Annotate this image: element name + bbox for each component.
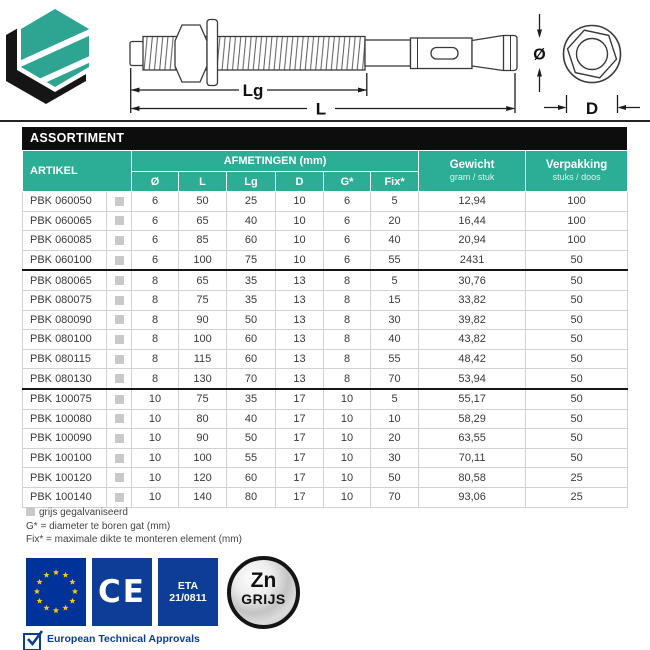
table-row [23,270,628,290]
g-cell: 10 [324,429,371,449]
g-cell: 8 [324,330,371,350]
grey-galvanised-swatch [115,315,124,324]
verpakking-cell: 50 [526,429,628,449]
g-cell: 6 [324,192,371,212]
finish-cell [107,231,132,251]
diameter-cell: 8 [132,369,179,389]
d-cell: 17 [276,389,324,409]
grey-galvanised-swatch [115,236,124,245]
d-cell: 13 [276,349,324,369]
d-cell: 17 [276,487,324,507]
eta-badge: ETA 21/0811 [158,558,218,626]
g-cell: 8 [324,310,371,330]
grey-galvanised-swatch [115,256,124,265]
lg-cell: 35 [227,290,276,310]
fix-cell: 70 [371,487,419,507]
table-row [23,250,628,270]
grey-galvanised-swatch [115,493,124,502]
artikel-cell: PBK 060065 [23,211,107,231]
lg-cell: 75 [227,250,276,270]
gewicht-cell: 93,06 [419,487,526,507]
gewicht-cell: 20,94 [419,231,526,251]
table-row [23,448,628,468]
grey-galvanised-swatch [115,473,124,482]
l-cell: 100 [179,250,227,270]
verpakking-cell: 50 [526,330,628,350]
l-cell: 115 [179,349,227,369]
grey-galvanised-swatch [115,276,124,285]
dim-label-diameter: Ø [533,46,546,64]
grey-galvanised-swatch [115,434,124,443]
table-row [23,369,628,389]
table-row [23,192,628,212]
fix-cell: 30 [371,448,419,468]
bolt-nut [175,25,207,82]
lg-cell: 40 [227,409,276,429]
bolt-tip [130,42,144,66]
sleeve-slot [431,48,458,60]
verpakking-cell: 50 [526,369,628,389]
assortiment-table [22,150,628,508]
diameter-cell: 8 [132,270,179,290]
l-cell: 80 [179,409,227,429]
g-cell: 10 [324,487,371,507]
dim-label-d: D [585,99,599,118]
verpakking-cell: 25 [526,487,628,507]
lg-cell: 35 [227,270,276,290]
grey-galvanised-swatch [115,296,124,305]
gewicht-cell: 80,58 [419,468,526,488]
diameter-cell: 6 [132,250,179,270]
verpakking-label: Verpakking [545,159,608,171]
ce-mark-icon: CE [92,558,152,626]
subcol-d: D [276,172,324,192]
grey-galvanised-swatch [115,355,124,364]
artikel-cell: PBK 080075 [23,290,107,310]
gewicht-cell: 39,82 [419,310,526,330]
lg-cell: 50 [227,429,276,449]
verpakking-cell: 50 [526,448,628,468]
gewicht-cell: 53,94 [419,369,526,389]
checkmark-icon [25,628,45,648]
verpakking-cell: 25 [526,468,628,488]
finish-cell [107,429,132,449]
diameter-cell: 10 [132,429,179,449]
lg-cell: 70 [227,369,276,389]
g-cell: 8 [324,290,371,310]
verpakking-cell: 50 [526,270,628,290]
gewicht-label: Gewicht [449,159,495,171]
fix-cell: 40 [371,231,419,251]
verpakking-cell: 100 [526,231,628,251]
artikel-cell: PBK 100075 [23,389,107,409]
grey-galvanised-swatch [115,335,124,344]
d-cell: 17 [276,468,324,488]
artikel-cell: PBK 100080 [23,409,107,429]
lg-cell: 40 [227,211,276,231]
l-cell: 100 [179,330,227,350]
finish-cell [107,409,132,429]
footnote-fix: Fix* = maximale dikte te monteren element (mm) [26,534,242,545]
l-cell: 65 [179,270,227,290]
gewicht-cell: 16,44 [419,211,526,231]
table-row [23,468,628,488]
table-row [23,290,628,310]
finish-cell [107,250,132,270]
artikel-cell: PBK 100100 [23,448,107,468]
g-cell: 10 [324,389,371,409]
artikel-cell: PBK 080100 [23,330,107,350]
lg-cell: 60 [227,349,276,369]
g-cell: 8 [324,270,371,290]
subcol-lg: Lg [227,172,276,192]
grey-galvanised-swatch [115,216,124,225]
bolt-washer [207,20,218,86]
diameter-cell: 6 [132,211,179,231]
lg-cell: 50 [227,310,276,330]
footnote-legend-text: grijs gegalvaniseerd [39,507,128,518]
footnote-g: G* = diameter te boren gat (mm) [26,520,171,532]
section-divider [0,120,650,122]
zinc-colour-label: GRIJS [241,591,286,607]
fix-cell: 5 [371,389,419,409]
fix-cell: 40 [371,330,419,350]
diameter-cell: 8 [132,310,179,330]
gewicht-cell: 33,82 [419,290,526,310]
diameter-cell: 10 [132,487,179,507]
bolt-end-view [564,26,621,83]
grey-galvanised-swatch [115,197,124,206]
gewicht-cell: 12,94 [419,192,526,212]
fix-cell: 50 [371,468,419,488]
table-row [23,211,628,231]
g-cell: 8 [324,369,371,389]
fix-cell: 70 [371,369,419,389]
grey-galvanised-swatch [115,454,124,463]
l-cell: 100 [179,448,227,468]
footnote-legend [26,506,242,520]
finish-cell [107,192,132,212]
diameter-cell: 6 [132,192,179,212]
d-cell: 13 [276,369,324,389]
table-row [23,487,628,507]
verpakking-cell: 100 [526,211,628,231]
diameter-cell: 10 [132,389,179,409]
column-header-artikel: ARTIKEL [23,151,132,192]
finish-cell [107,211,132,231]
finish-cell [107,330,132,350]
diameter-cell: 8 [132,290,179,310]
verpakking-cell: 50 [526,349,628,369]
d-cell: 10 [276,250,324,270]
fix-cell: 55 [371,250,419,270]
table-row [23,429,628,449]
verpakking-cell: 50 [526,310,628,330]
gewicht-cell: 63,55 [419,429,526,449]
finish-cell [107,448,132,468]
grey-galvanised-swatch [115,414,124,423]
d-cell: 10 [276,192,324,212]
gewicht-cell: 30,76 [419,270,526,290]
l-cell: 65 [179,211,227,231]
gewicht-cell: 70,11 [419,448,526,468]
lg-cell: 60 [227,231,276,251]
diameter-cell: 6 [132,231,179,251]
finish-cell [107,369,132,389]
gewicht-cell: 48,42 [419,349,526,369]
gewicht-cell: 2431 [419,250,526,270]
subcol-l: L [179,172,227,192]
fix-cell: 55 [371,349,419,369]
lg-cell: 55 [227,448,276,468]
subcol-fix: Fix* [371,172,419,192]
g-cell: 10 [324,468,371,488]
finish-cell [107,487,132,507]
l-cell: 75 [179,290,227,310]
subcol-g: G* [324,172,371,192]
zinc-grey-badge [227,556,300,629]
table-row [23,409,628,429]
assortiment-title-bar: ASSORTIMENT [22,127,627,150]
fix-cell: 5 [371,270,419,290]
l-cell: 90 [179,310,227,330]
d-cell: 10 [276,211,324,231]
table-row [23,310,628,330]
l-cell: 120 [179,468,227,488]
gewicht-unit: gram / stuk [449,172,495,182]
fix-cell: 20 [371,211,419,231]
artikel-cell: PBK 080115 [23,349,107,369]
verpakking-cell: 50 [526,389,628,409]
finish-cell [107,310,132,330]
footnotes [26,506,242,547]
table-row [23,349,628,369]
fix-cell: 10 [371,409,419,429]
g-cell: 10 [324,448,371,468]
d-cell: 13 [276,310,324,330]
eu-flag-icon [26,558,86,626]
l-cell: 140 [179,487,227,507]
artikel-cell: PBK 080130 [23,369,107,389]
lg-cell: 25 [227,192,276,212]
finish-cell [107,389,132,409]
verpakking-cell: 50 [526,290,628,310]
artikel-cell: PBK 060085 [23,231,107,251]
g-cell: 6 [324,250,371,270]
table-row [23,330,628,350]
d-cell: 13 [276,290,324,310]
dim-label-l: L [315,99,327,119]
g-cell: 10 [324,409,371,429]
zinc-symbol: Zn [250,569,277,592]
l-cell: 90 [179,429,227,449]
l-cell: 75 [179,389,227,409]
anchor-bolt-drawing [130,20,517,86]
d-cell: 13 [276,270,324,290]
artikel-cell: PBK 060100 [23,250,107,270]
bolt-shank [365,40,411,66]
fix-cell: 15 [371,290,419,310]
finish-cell [107,290,132,310]
lg-cell: 80 [227,487,276,507]
d-cell: 17 [276,429,324,449]
artikel-cell: PBK 080065 [23,270,107,290]
g-cell: 6 [324,231,371,251]
column-group-afmetingen: AFMETINGEN (mm) [132,151,419,172]
brand-logo-icon [2,0,108,104]
d-cell: 13 [276,330,324,350]
column-header-gewicht [419,151,526,192]
artikel-cell: PBK 060050 [23,192,107,212]
approvals-label: European Technical Approvals [47,633,200,645]
verpakking-cell: 100 [526,192,628,212]
fix-cell: 5 [371,192,419,212]
g-cell: 6 [324,211,371,231]
artikel-cell: PBK 100120 [23,468,107,488]
lg-cell: 35 [227,389,276,409]
finish-cell [107,270,132,290]
gewicht-cell: 55,17 [419,389,526,409]
diameter-cell: 8 [132,330,179,350]
g-cell: 8 [324,349,371,369]
gewicht-cell: 43,82 [419,330,526,350]
grey-galvanised-swatch [115,395,124,404]
lg-cell: 60 [227,468,276,488]
technical-drawing [0,0,650,120]
diameter-cell: 10 [132,468,179,488]
d-cell: 17 [276,409,324,429]
verpakking-cell: 50 [526,250,628,270]
d-cell: 17 [276,448,324,468]
diameter-cell: 8 [132,349,179,369]
dim-label-lg: Lg [242,81,264,100]
fix-cell: 20 [371,429,419,449]
grey-galvanised-swatch [26,507,35,516]
grey-galvanised-swatch [115,374,124,383]
verpakking-unit: stuks / doos [552,172,601,182]
gewicht-cell: 58,29 [419,409,526,429]
subcol-diameter: Ø [132,172,179,192]
d-cell: 10 [276,231,324,251]
table-row [23,389,628,409]
table-row [23,231,628,251]
l-cell: 130 [179,369,227,389]
l-cell: 85 [179,231,227,251]
diameter-cell: 10 [132,409,179,429]
diameter-cell: 10 [132,448,179,468]
artikel-cell: PBK 100140 [23,487,107,507]
artikel-cell: PBK 080090 [23,310,107,330]
column-header-verpakking [526,151,628,192]
l-cell: 50 [179,192,227,212]
verpakking-cell: 50 [526,409,628,429]
fix-cell: 30 [371,310,419,330]
finish-cell [107,349,132,369]
artikel-cell: PBK 100090 [23,429,107,449]
lg-cell: 60 [227,330,276,350]
finish-cell [107,468,132,488]
